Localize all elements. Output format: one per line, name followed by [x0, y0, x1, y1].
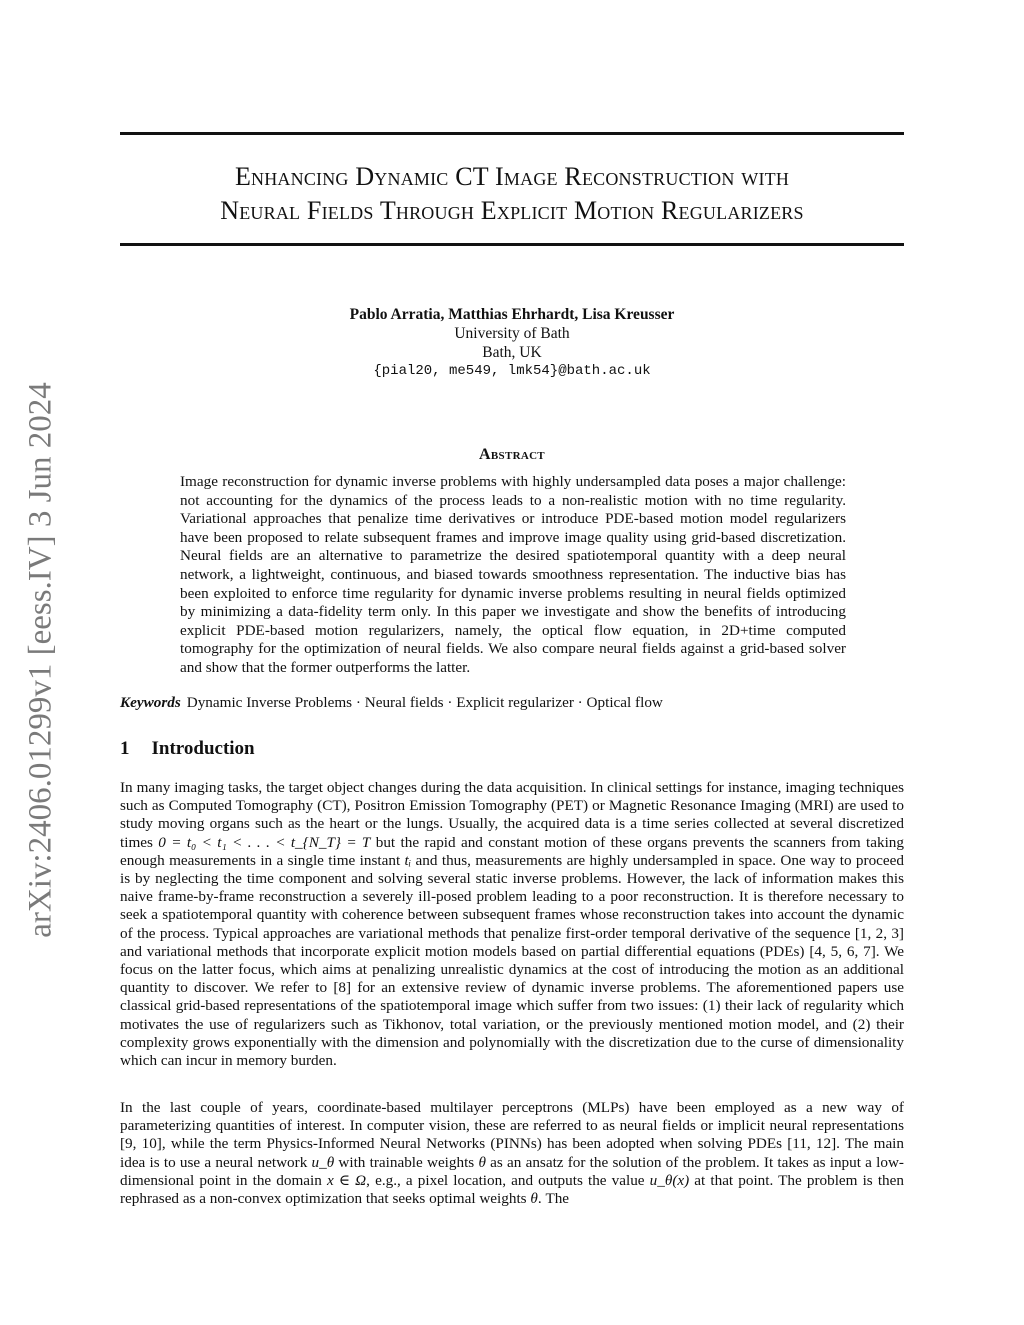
p2-text-e: at that point. The problem is then rephrased as a non-convex optimization that seeks optimal weights: [120, 1171, 904, 1208]
p1-text-c: and thus, measurements are highly undersampled in space. One way to proceed is by neglecting the time component and solving several static inverse problems. However, the lack of information makes this naive frame-by-frame reconstruction a severely ill-posed problem leading to a poor reconstruction. It is therefore necessary to seek a spatiotemporal quantity with coherence between subsequent frames whose reconstruction takes into account the dynamic of the process. Typical approaches are variational methods that penalize first-order temporal derivative of the sequence [1, 2, 3] and variational methods that incorporate explicit motion models based on partial differential equations (PDEs) [4, 5, 6, 7]. We focus on the latter focus, which aims at penalizing unrealistic dynamics at the cost of introducing the motion as an additional quantity to discover. We refer to [8] for an extensive review of dynamic inverse problems. The aforementioned papers use classical grid-based representations of the spatiotemporal image which suffer from two issues: (1) their lack of regularity which motivates the use of regularizers such as Tikhonov, total variation, or the previously mentioned motion model, and (2) their complexity grows exponentially with the dimension and polynomially with the discretization due to the curse of dimensionality which can incur in memory burden.: [120, 851, 904, 1070]
p2-math-theta-2: θ: [530, 1190, 538, 1208]
section-heading-introduction: [120, 738, 255, 760]
keywords-line: [120, 693, 904, 712]
title-rule-top: [120, 132, 904, 135]
p2-text-f: . The: [537, 1190, 570, 1208]
keywords-text: Dynamic Inverse Problems · Neural fields · Explicit regularizer · Optical flow: [186, 694, 663, 711]
paper-title: [120, 160, 904, 228]
author-email: {pial20, me549, lmk54}@bath.ac.uk: [373, 363, 651, 379]
abstract-text: Image reconstruction for dynamic inverse problems with highly undersampled data poses a major challenge: not accounting for the dynamics of the process leads to a non-realistic motion with no time regularity. Variational approaches that penalize time derivatives or introduce PDE-based motion model regularizers have been proposed to relate subsequent frames and improve image quality using grid-based discretization. Neural fields are an alternative to parametrize the desired spatiotemporal quantity with a deep neural network, a lightweight, continuous, and biased towards smoothness representation. The inductive bias has been exploited to enforce time regularity for dynamic inverse problems resulting in neural fields optimized by minimizing a data-fidelity term only. In this paper we investigate and show the benefits of introducing explicit PDE-based motion regularizers, namely, the optical flow equation, in 2D+time computed tomography for the optimization of neural fields. We also compare neural fields against a grid-based solver and show that the former outperforms the latter.: [180, 473, 846, 676]
p1-math-time-sequence: 0 = t₀ < t₁ < . . . < t_{N_T} = T: [158, 833, 371, 851]
p1-math-time-instant: tᵢ: [404, 851, 412, 869]
section-title: Introduction: [151, 738, 255, 759]
section-number: 1: [120, 738, 130, 759]
p1-text-b: but the rapid and constant motion of these organs prevents the scanners from taking enough measurements in a single time instant: [120, 833, 904, 869]
p2-math-domain: x ∈ Ω: [326, 1171, 367, 1189]
p2-text-d: , e.g., a pixel location, and outputs the value: [366, 1171, 650, 1189]
intro-paragraph-1: [120, 779, 904, 1070]
p1-text-a: In many imaging tasks, the target object changes during the data acquisition. In clinical settings for instance, imaging techniques such as Computed Tomography (CT), Positron Emission Tomography (PET) or Magnetic Resonance Imaging (MRI) are used to study moving organs such as the heart or the lungs. Usually, the acquired data is a time series collected at several discretized times: [120, 779, 904, 851]
p2-text-a: In the last couple of years, coordinate-based multilayer perceptrons (MLPs) have been employed as a new way of parameterizing quantities of interest. In computer vision, these are referred to as neural fields or implicit neural representations [9, 10], while the term Physics-Informed Neural Networks (PINNs) has been adopted when solving PDEs [11, 12]. The main idea is to use a neural network: [120, 1099, 904, 1171]
p2-math-u-theta: u_θ: [311, 1153, 335, 1171]
arxiv-identifier: arXiv:2406.01299v1 [eess.IV] 3 Jun 2024: [22, 382, 59, 938]
p2-math-theta: θ: [478, 1153, 486, 1171]
p2-text-c: as an ansatz for the solution of the problem. It takes as input a low-dimensional point in the domain: [120, 1153, 904, 1189]
p2-math-u-theta-x: u_θ(x): [649, 1171, 690, 1189]
p2-text-b: with trainable weights: [334, 1153, 479, 1171]
abstract-heading: Abstract: [479, 446, 545, 463]
author-location: Bath, UK: [482, 344, 542, 361]
author-affiliation: University of Bath: [454, 325, 570, 342]
intro-paragraph-2: [120, 1099, 904, 1208]
keywords-label: Keywords: [120, 694, 181, 711]
title-line-1: Enhancing Dynamic CT Image Reconstruction with: [234, 162, 790, 191]
title-line-2: Neural Fields Through Explicit Motion Regularizers: [220, 196, 804, 225]
author-block: [0, 305, 1024, 381]
title-rule-bottom: [120, 243, 904, 246]
author-names: Pablo Arratia, Matthias Ehrhardt, Lisa Kreusser: [349, 306, 675, 323]
